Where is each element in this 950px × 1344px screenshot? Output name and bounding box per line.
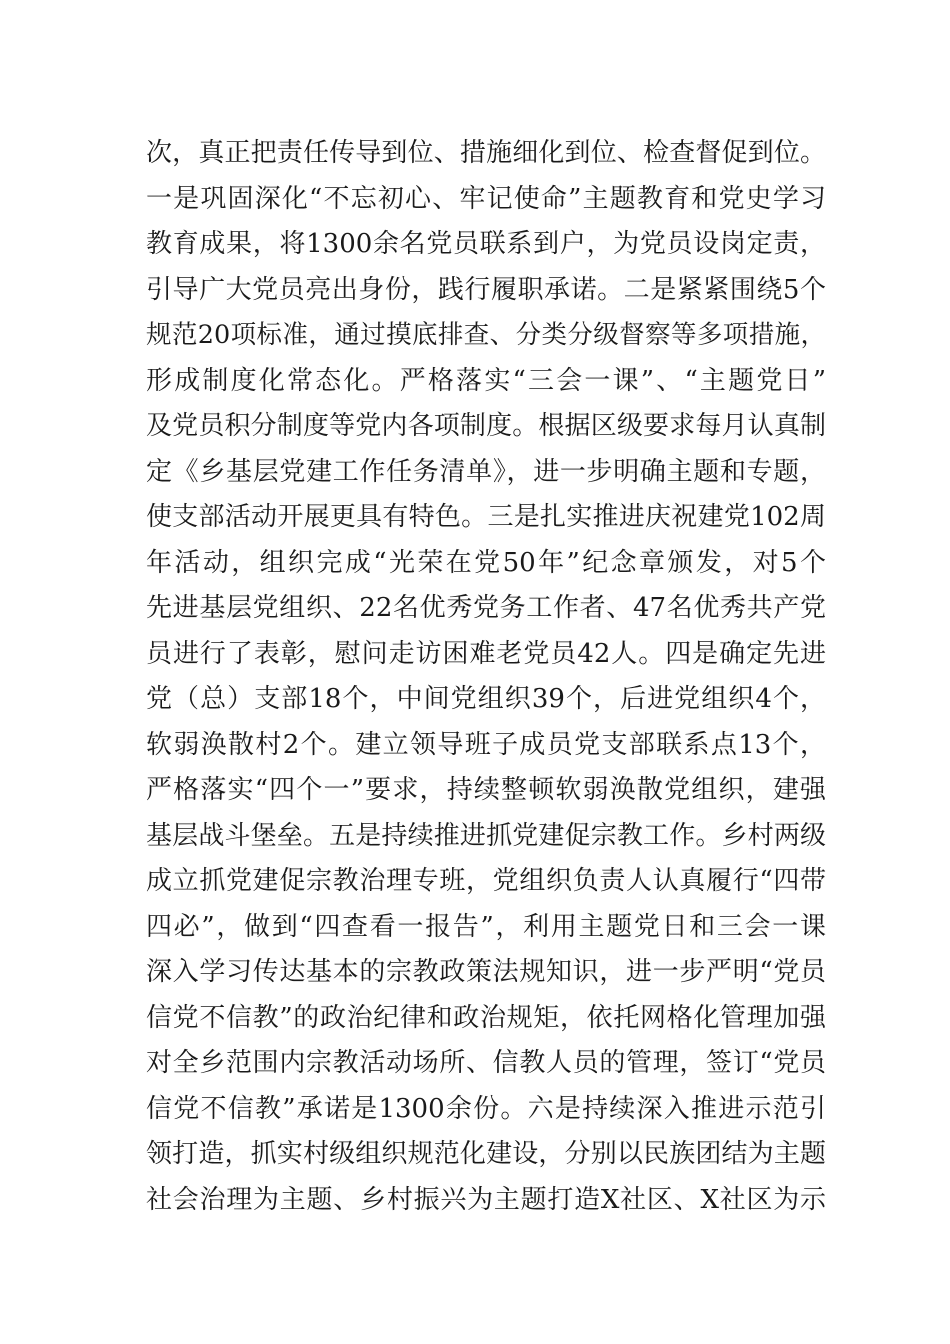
text-line: 信党不信教”承诺是1300余份。六是持续深入推进示范引 bbox=[146, 1093, 826, 1124]
text-line: 使支部活动开展更具有特色。三是扎实推进庆祝建党102周 bbox=[146, 502, 826, 532]
text-line: 次，真正把责任传导到位、措施细化到位、检查督促到位。 bbox=[146, 138, 826, 168]
text-line: 严格落实“四个一”要求，持续整顿软弱涣散党组织，建强 bbox=[146, 775, 826, 805]
text-line: 党（总）支部18个，中间党组织39个，后进党组织4个， bbox=[146, 684, 826, 714]
text-line: 教育成果，将1300余名党员联系到户，为党员设岗定责， bbox=[146, 229, 826, 259]
text-line: 及党员积分制度等党内各项制度。根据区级要求每月认真制 bbox=[146, 411, 826, 441]
text-line: 成立抓党建促宗教治理专班，党组织负责人认真履行“四带 bbox=[146, 866, 826, 896]
text-line: 领打造，抓实村级组织规范化建设，分别以民族团结为主题 bbox=[146, 1139, 826, 1169]
body-paragraph bbox=[146, 131, 826, 1223]
text-line: 深入学习传达基本的宗教政策法规知识，进一步严明“党员 bbox=[146, 957, 826, 987]
text-line: 一是巩固深化“不忘初心、牢记使命”主题教育和党史学习 bbox=[146, 183, 826, 214]
text-line: 社会治理为主题、乡村振兴为主题打造X社区、X社区为示 bbox=[146, 1184, 826, 1215]
text-line: 定《乡基层党建工作任务清单》，进一步明确主题和专题， bbox=[146, 456, 826, 487]
text-line: 四必”，做到“四查看一报告”，利用主题党日和三会一课 bbox=[146, 911, 826, 942]
text-line: 对全乡范围内宗教活动场所、信教人员的管理，签订“党员 bbox=[146, 1048, 826, 1078]
text-line: 软弱涣散村2个。建立领导班子成员党支部联系点13个， bbox=[146, 729, 826, 760]
text-line: 基层战斗堡垒。五是持续推进抓党建促宗教工作。乡村两级 bbox=[146, 820, 826, 851]
text-line: 规范20项标准，通过摸底排查、分类分级督察等多项措施， bbox=[146, 320, 826, 350]
text-line: 年活动，组织完成“光荣在党50年”纪念章颁发，对5个 bbox=[146, 547, 826, 578]
text-line: 形成制度化常态化。严格落实“三会一课”、“主题党日” bbox=[146, 365, 826, 396]
text-line: 信党不信教”的政治纪律和政治规矩，依托网格化管理加强 bbox=[146, 1002, 826, 1033]
text-line: 引导广大党员亮出身份，践行履职承诺。二是紧紧围绕5个 bbox=[146, 274, 826, 305]
text-line: 员进行了表彰，慰问走访困难老党员42人。四是确定先进 bbox=[146, 638, 826, 669]
text-line: 先进基层党组织、22名优秀党务工作者、47名优秀共产党 bbox=[146, 593, 826, 623]
